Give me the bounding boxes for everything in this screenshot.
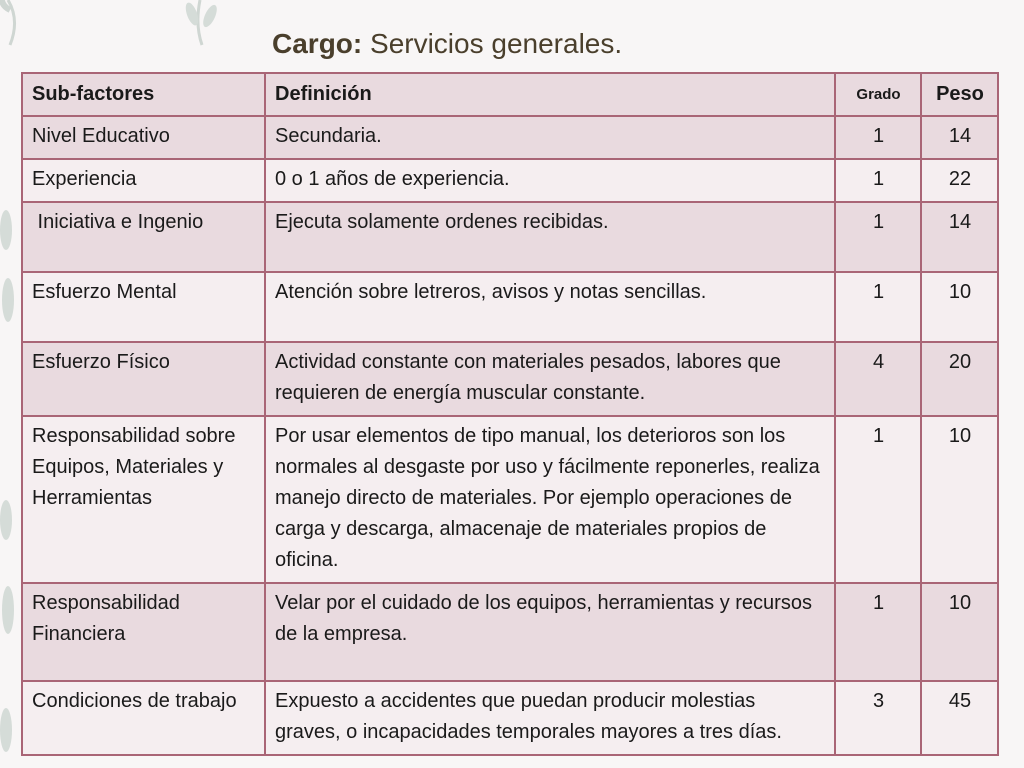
cell-definicion: Ejecuta solamente ordenes recibidas. <box>265 202 835 272</box>
cell-definicion: Secundaria. <box>265 116 835 159</box>
title-label: Cargo: <box>272 28 363 59</box>
cell-definicion: Expuesto a accidentes que puedan producir molestias graves, o incapacidades temporales mayores a tres días. <box>265 681 835 755</box>
subfactors-table <box>21 72 999 756</box>
cell-definicion: Actividad constante con materiales pesados, labores que requieren de energía muscular constante. <box>265 342 835 416</box>
leaf-decoration-top-left <box>0 0 60 70</box>
table-row <box>22 159 998 202</box>
cell-subfactor: Esfuerzo Mental <box>22 272 265 342</box>
cell-subfactor: Responsabilidad sobre Equipos, Materiales y Herramientas <box>22 416 265 583</box>
table-row <box>22 272 998 342</box>
header-definicion: Definición <box>265 73 835 116</box>
cell-grado: 4 <box>835 342 921 416</box>
title-value: Servicios generales. <box>362 28 623 59</box>
cell-grado: 1 <box>835 116 921 159</box>
page-title <box>272 28 622 60</box>
cell-subfactor: Iniciativa e Ingenio <box>22 202 265 272</box>
cell-subfactor: Experiencia <box>22 159 265 202</box>
table-row <box>22 416 998 583</box>
cell-peso: 22 <box>921 159 998 202</box>
cell-grado: 1 <box>835 159 921 202</box>
header-grado: Grado <box>835 73 921 116</box>
cell-grado: 1 <box>835 272 921 342</box>
cell-definicion: Atención sobre letreros, avisos y notas sencillas. <box>265 272 835 342</box>
cell-definicion: Velar por el cuidado de los equipos, herramientas y recursos de la empresa. <box>265 583 835 681</box>
cell-grado: 1 <box>835 583 921 681</box>
cell-peso: 10 <box>921 272 998 342</box>
cell-grado: 3 <box>835 681 921 755</box>
cell-peso: 20 <box>921 342 998 416</box>
table-row <box>22 116 998 159</box>
table-row <box>22 202 998 272</box>
cell-peso: 10 <box>921 416 998 583</box>
leaf-decoration-left <box>0 190 20 768</box>
table-row <box>22 681 998 755</box>
cell-subfactor: Nivel Educativo <box>22 116 265 159</box>
header-peso: Peso <box>921 73 998 116</box>
cell-subfactor: Condiciones de trabajo <box>22 681 265 755</box>
cell-definicion: Por usar elementos de tipo manual, los deterioros son los normales al desgaste por uso y fácilmente reponerles, realiza manejo directo de materiales. Por ejemplo operaciones de carga y descarga, almacenaje de materiales propios de oficina. <box>265 416 835 583</box>
header-subfactores: Sub-factores <box>22 73 265 116</box>
leaf-decoration-top <box>180 0 230 50</box>
cell-peso: 14 <box>921 202 998 272</box>
cell-definicion: 0 o 1 años de experiencia. <box>265 159 835 202</box>
cell-peso: 14 <box>921 116 998 159</box>
table-row <box>22 583 998 681</box>
cell-grado: 1 <box>835 202 921 272</box>
cell-peso: 45 <box>921 681 998 755</box>
cell-peso: 10 <box>921 583 998 681</box>
cell-grado: 1 <box>835 416 921 583</box>
table-row <box>22 342 998 416</box>
table-header-row <box>22 73 998 116</box>
cell-subfactor: Esfuerzo Físico <box>22 342 265 416</box>
cell-subfactor: Responsabilidad Financiera <box>22 583 265 681</box>
